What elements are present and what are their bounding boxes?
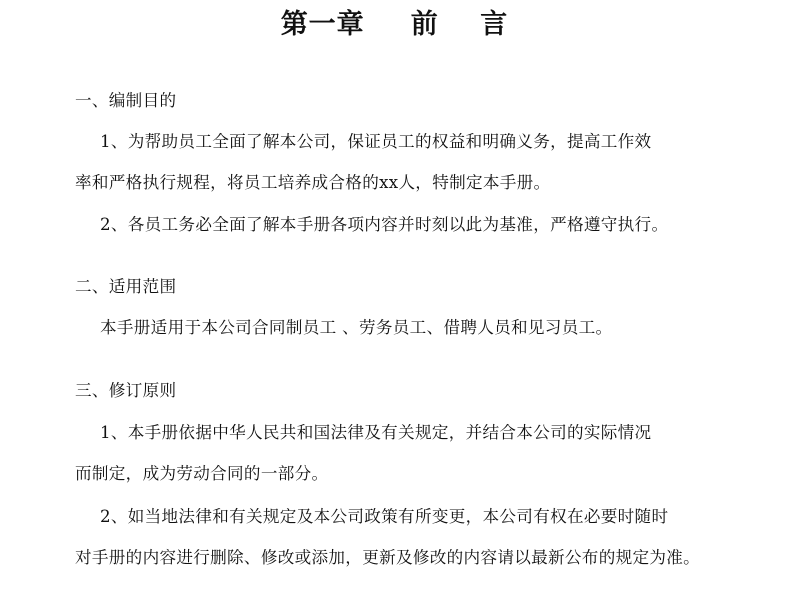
page-title bbox=[0, 2, 789, 41]
paragraph-line: 本手册适用于本公司合同制员工 、劳务员工、借聘人员和见习员工。 bbox=[100, 318, 613, 337]
paragraph-line: 而制定，成为劳动合同的一部分。 bbox=[75, 464, 329, 483]
paragraph-line: 1、本手册依据中华人民共和国法律及有关规定，并结合本公司的实际情况 bbox=[100, 423, 652, 442]
paragraph-line: 率和严格执行规程，将员工培养成合格的xx人，特制定本手册。 bbox=[75, 173, 551, 192]
paragraph-line: 2、各员工务必全面了解本手册各项内容并时刻以此为基准，严格遵守执行。 bbox=[100, 215, 669, 234]
paragraph-line: 2、如当地法律和有关规定及本公司政策有所变更，本公司有权在必要时随时 bbox=[100, 507, 669, 526]
section-heading: 二、适用范围 bbox=[75, 277, 177, 296]
section-heading: 一、编制目的 bbox=[75, 91, 177, 110]
chapter-title: 前 言 bbox=[410, 9, 509, 40]
paragraph-line: 对手册的内容进行删除、修改或添加，更新及修改的内容请以最新公布的规定为准。 bbox=[75, 548, 701, 567]
section-heading: 三、修订原则 bbox=[75, 381, 177, 400]
paragraph-line: 1、为帮助员工全面了解本公司，保证员工的权益和明确义务，提高工作效 bbox=[100, 132, 652, 151]
chapter-number: 第一章 bbox=[280, 9, 365, 40]
